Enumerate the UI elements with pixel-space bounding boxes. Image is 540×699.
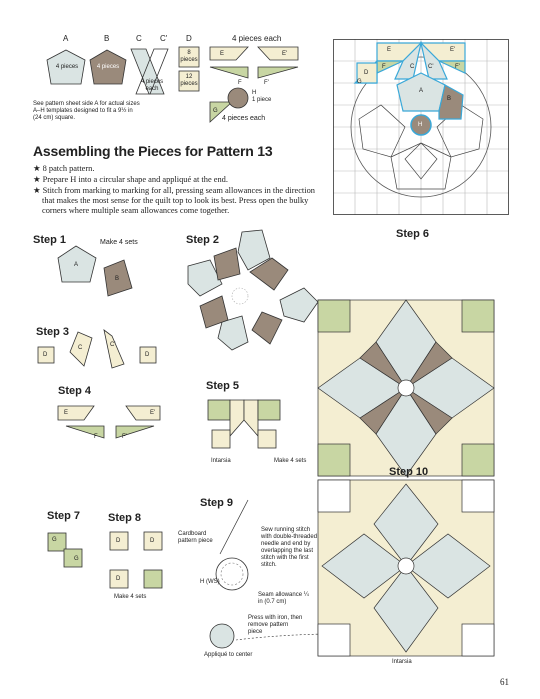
step9-press-circle — [210, 624, 234, 648]
step10-note: Intarsia — [392, 659, 412, 665]
step1-note: Make 4 sets — [100, 239, 138, 246]
pattern-note: See pattern sheet side A for actual sizes A–H templates designed to fit a 9½ in (24 cm) square. — [33, 101, 140, 121]
c-count: 4 pieces each — [140, 79, 164, 92]
step8-label-d2: D — [150, 538, 155, 544]
d-count-2: 12 pieces — [180, 74, 198, 87]
step6-title: Step 6 — [396, 228, 430, 240]
step5-units — [208, 400, 280, 448]
bullet-item: ★ 8 patch pattern. — [33, 164, 95, 173]
diagram-label-c-prime: C' — [428, 64, 434, 70]
step4-f — [66, 426, 104, 438]
step1-title: Step 1 — [33, 234, 67, 246]
step4-title: Step 4 — [58, 385, 92, 397]
label-f-prime: F' — [264, 80, 269, 86]
step8-note: Make 4 sets — [114, 594, 147, 600]
a-count: 4 pieces — [55, 64, 79, 70]
diagram-label-e: E — [387, 47, 392, 53]
step4-label-e-prime: E' — [150, 410, 156, 416]
step9-hws: H (WS) — [200, 579, 220, 585]
label-e-prime: E' — [282, 51, 288, 57]
step3-label-d2: D — [145, 352, 150, 358]
step4-label-e: E — [64, 410, 69, 416]
diagram-label-c: C — [410, 64, 415, 70]
diagram-label-a: A — [419, 88, 424, 94]
step9-seam: Seam allowance ¼ in (0.7 cm) — [258, 592, 309, 605]
bullet-item: ★ Prepare H into a circular shape and appliqué at the end. — [33, 175, 228, 184]
step9-applique: Appliqué to center — [204, 652, 253, 658]
bullet-item: ★ Stitch from marking to marking for all, pressing seam allowances in the direction that makes the most sense for the quilt top to look its best. Press open the bulky corners where multiple seam allowances come together. — [33, 186, 315, 215]
step2-title: Step 2 — [186, 234, 220, 246]
diagram-label-d: D — [364, 70, 369, 76]
step1-label-b: B — [115, 276, 120, 282]
step3-label-d1: D — [43, 352, 48, 358]
step8-label-d3: D — [116, 576, 121, 582]
label-f: F — [238, 80, 242, 86]
step9-cardboard: Cardboard pattern piece — [178, 531, 213, 544]
diagram-label-f: F — [382, 64, 386, 70]
step7-label-g1: G — [52, 537, 57, 543]
ef-count: 4 pieces each — [232, 34, 282, 43]
step1-label-a: A — [74, 262, 79, 268]
step2-flower — [188, 230, 318, 350]
diagram-label-f-prime: F' — [455, 64, 460, 70]
step5-note-intarsia: Intarsia — [211, 458, 231, 464]
step3-title: Step 3 — [36, 326, 70, 338]
step9-press: Press with iron, then remove pattern piece — [248, 615, 303, 635]
step9-sew: Sew running stitch with double-threaded needle and end by overlapping the last stitch with the first stitch. — [261, 527, 318, 568]
label-d: D — [186, 34, 192, 43]
label-c-prime: C' — [160, 34, 168, 43]
label-e: E — [220, 51, 225, 57]
step7-g2 — [64, 549, 82, 567]
diagram-label-h: H — [418, 122, 423, 128]
diagram-label-b: B — [447, 96, 452, 102]
b-count: 4 pieces — [96, 64, 120, 70]
step7-g1 — [48, 533, 66, 551]
g-count: 4 pieces each — [222, 115, 266, 122]
label-g: G — [213, 108, 218, 114]
step5-title: Step 5 — [206, 380, 240, 392]
step5-note-sets: Make 4 sets — [274, 458, 307, 464]
step9-title: Step 9 — [200, 497, 234, 509]
step8-label-d1: D — [116, 538, 121, 544]
step7-title: Step 7 — [47, 510, 81, 522]
step3-c-prime — [104, 330, 124, 368]
diagram-label-e-prime: E' — [450, 47, 456, 53]
page-number: 61 — [500, 677, 509, 687]
d-count-1: 8 pieces — [180, 50, 198, 63]
step8-title: Step 8 — [108, 512, 142, 524]
step3-label-c: C — [78, 345, 83, 351]
diagram-label-g: G — [357, 79, 362, 85]
label-c: C — [136, 34, 142, 43]
step10-title: Step 10 — [389, 466, 429, 478]
step7-label-g2: G — [74, 556, 79, 562]
label-a: A — [63, 34, 69, 43]
step4-label-f-prime: F' — [122, 434, 127, 440]
section-title: Assembling the Pieces for Pattern 13 — [33, 143, 273, 159]
step4-label-f: F — [94, 434, 98, 440]
step3-label-c-prime: C' — [110, 342, 116, 348]
label-b: B — [104, 34, 110, 43]
label-h: H — [252, 90, 257, 96]
h-count: 1 piece — [252, 97, 272, 103]
